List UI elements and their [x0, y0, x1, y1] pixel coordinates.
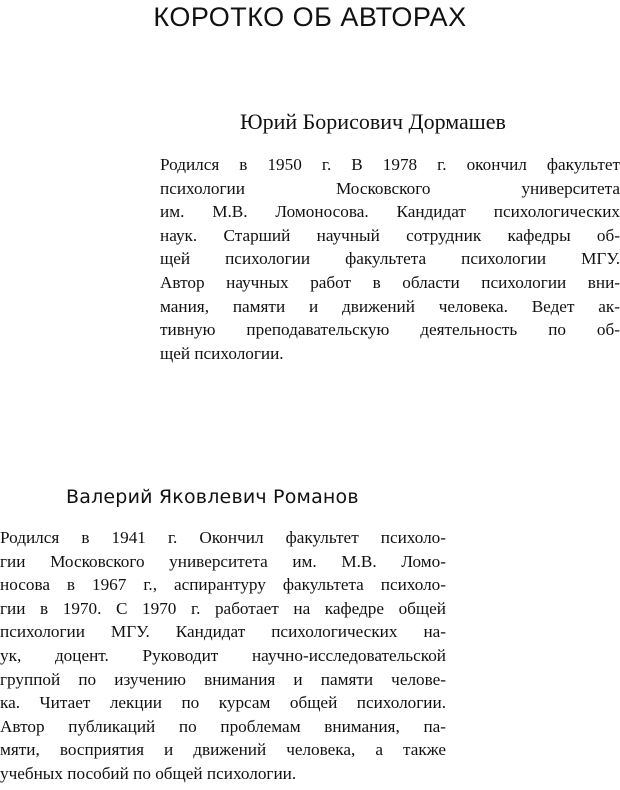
- bio-line: Автор научных работ в области психологии вни-: [160, 272, 620, 292]
- author-name-dormashev: Юрий Борисович Дормашев: [240, 109, 506, 134]
- bio-line: ук, доцент. Руководит научно-исследовательской: [0, 645, 446, 665]
- author-name-romanov: Валерий Яковлевич Романов: [66, 486, 359, 508]
- bio-line: психологии Московского университета: [160, 178, 620, 198]
- bio-line: Автор публикаций по проблемам внимания, па-: [0, 716, 446, 736]
- bio-line: группой по изучению внимания и памяти челове-: [0, 669, 446, 689]
- bio-line: щей психологии.: [160, 343, 284, 363]
- bio-line: им. М.В. Ломоносова. Кандидат психологических: [160, 202, 620, 222]
- bio-line: учебных пособий по общей психологии.: [0, 763, 297, 783]
- bio-line: щей психологии факультета психологии МГУ.: [160, 249, 620, 269]
- bio-line: наук. Старший научный сотрудник кафедры об-: [160, 225, 620, 245]
- page-heading: КОРОТКО ОБ АВТОРАХ: [153, 2, 467, 32]
- author-bio-dormashev: [160, 153, 620, 365]
- bio-line: гии Московского университета им. М.В. Ломо-: [0, 551, 446, 571]
- bio-line: ка. Читает лекции по курсам общей психологии.: [0, 693, 446, 713]
- bio-line: мяти, восприятия и движений человека, а также: [0, 740, 446, 760]
- bio-line: Родился в 1950 г. В 1978 г. окончил факультет: [160, 155, 620, 174]
- bio-line: Родился в 1941 г. Окончил факультет психоло-: [0, 528, 446, 547]
- bio-line: носова в 1967 г., аспирантуру факультета психоло-: [0, 575, 446, 595]
- bio-line: тивную преподавательскую деятельность по об-: [160, 320, 620, 340]
- bio-line: психологии МГУ. Кандидат психологических на-: [0, 622, 446, 642]
- author-bio-romanov: [0, 526, 446, 786]
- bio-line: мания, памяти и движений человека. Ведет ак-: [160, 296, 620, 316]
- bio-line: гии в 1970. С 1970 г. работает на кафедре общей: [0, 598, 446, 618]
